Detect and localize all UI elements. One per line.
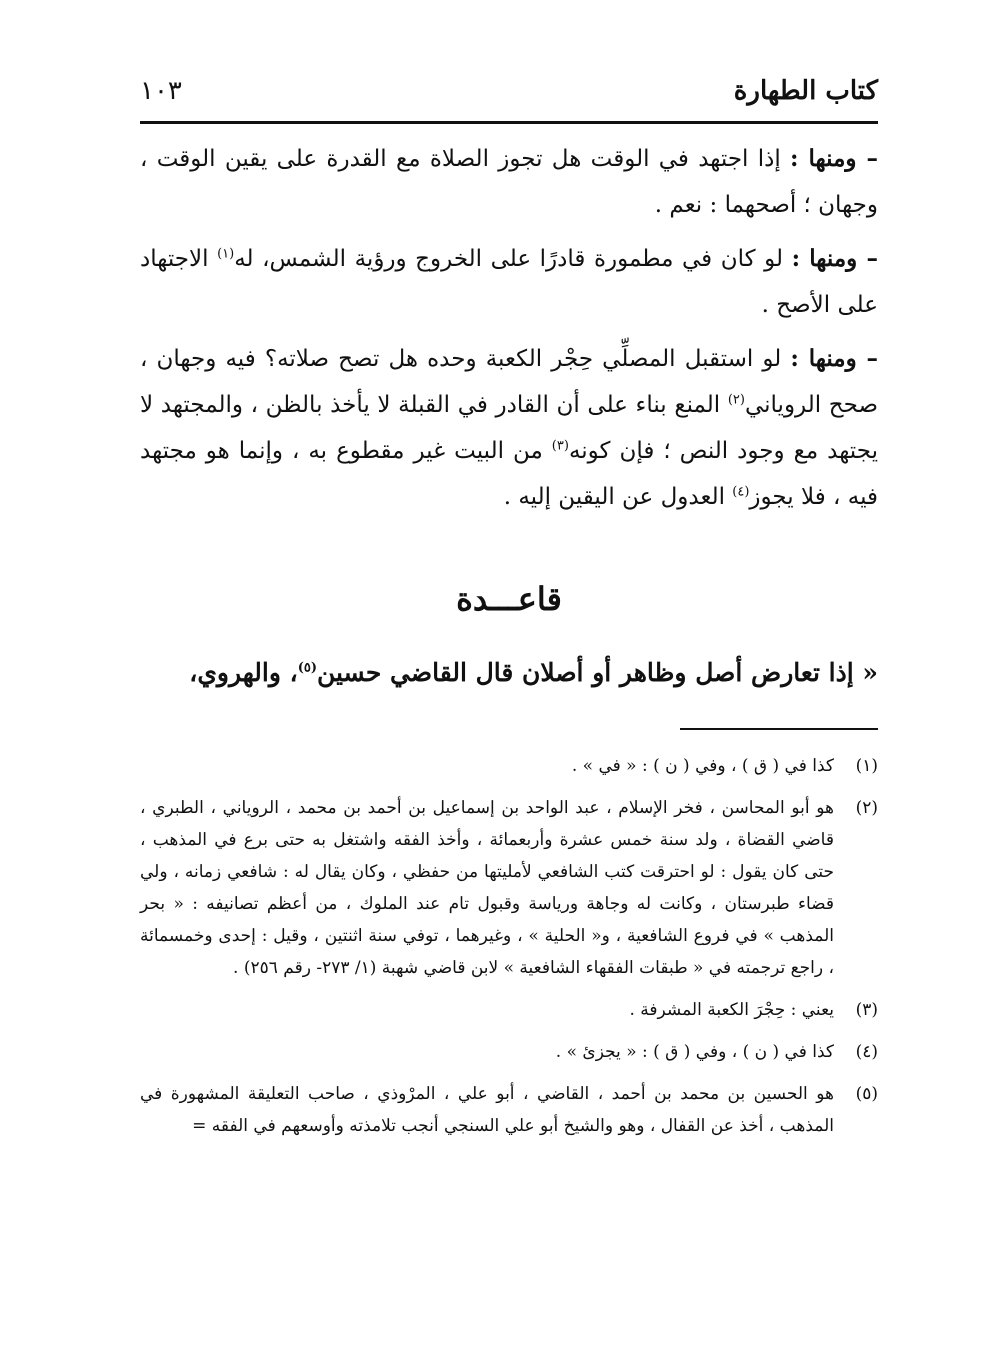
paragraph-text: لو كان في مطمورة قادرًا على الخروج ورؤية الشمس، له — [234, 246, 792, 272]
paragraph-2 — [140, 236, 878, 328]
footnote-number: (٢) — [855, 798, 878, 818]
footnote-text: هو أبو المحاسن ، فخر الإسلام ، عبد الواحد بن إسماعيل بن أحمد بن محمد ، الروياني ، الطبري ، قاضي القضاة ، ولد سنة خمس عشرة وأربعمائة ، وأخذ الفقه واشتغل به حتى برع في المذهب ، حتى كان يقول : لو احترقت كتب الشافعي لأمليتها من حفظي ، وكان يقال له : شافعي زمانه ، ولي قضاء طبرستان ، وكانت له وجاهة ورياسة وقبول تام عند الملوك ، من أعظم تصانيفه : « بحر المذهب » في فروع الشافعية ، و« الحلية » ، وغيرهما ، توفي سنة اثنتين ، وقيل : إحدى وخمسمائة ، راجع ترجمته في « طبقات الفقهاء الشافعية » لابن قاضي شهبة (١/ ٢٧٣- رقم ٢٥٦) . — [140, 798, 834, 978]
running-title: كتاب الطهارة — [733, 76, 878, 106]
page-number: ١٠٣ — [140, 76, 182, 106]
quote-text: ، والهروي، — [189, 658, 298, 687]
quoted-rule — [140, 658, 878, 687]
paragraph-lead: – ومنها : — [790, 345, 878, 372]
footnote-number: (٥) — [855, 1084, 878, 1104]
footnote — [140, 1078, 878, 1142]
paragraph-lead: – ومنها : — [791, 245, 879, 272]
footnote-ref[interactable]: (١) — [217, 246, 235, 262]
footnote-text: كذا في ( ن ) ، وفي ( ق ) : « يجزئ » . — [555, 1042, 834, 1062]
footnote-separator — [680, 728, 878, 730]
paragraph-text: المنع بناء على أن القادر في القبلة لا يأخذ بالظن ، والمجتهد لا يجتهد مع وجود النص ؛ فإن كونه — [140, 392, 878, 464]
footnote — [140, 792, 878, 984]
section-heading: قاعـــدة — [456, 580, 562, 618]
paragraph-text: العدول عن اليقين إليه . — [503, 484, 733, 510]
footnote-ref[interactable]: (٤) — [732, 484, 750, 500]
footnote-text: هو الحسين بن محمد بن أحمد ، القاضي ، أبو علي ، المرْوذي ، صاحب التعليقة المشهورة في المذهب ، أخذ عن القفال ، وهو والشيخ أبو علي السنجي أنجب تلامذته وأوسعهم في الفقه = — [140, 1084, 834, 1136]
paragraph-1 — [140, 136, 878, 228]
page-header — [140, 66, 878, 116]
paragraph-text: الاجتهاد على الأصح . — [140, 246, 878, 318]
footnote — [140, 994, 878, 1026]
footnote-ref[interactable]: (٢) — [727, 392, 745, 408]
footnote-text: يعني : حِجْرَ الكعبة المشرفة . — [629, 1000, 834, 1020]
footnote — [140, 1036, 878, 1068]
paragraph-text: لو استقبل المصلِّي حِجْر الكعبة وحده هل تصح صلاته؟ فيه وجهان ، صحح الروياني — [140, 346, 878, 418]
footnote-number: (٣) — [855, 1000, 878, 1020]
paragraph-text: من البيت غير مقطوع به ، وإنما هو مجتهد فيه ، فلا يجوز — [140, 438, 878, 510]
footnote — [140, 750, 878, 782]
main-text — [140, 136, 878, 528]
footnote-number: (٤) — [855, 1042, 878, 1062]
paragraph-text: إذا اجتهد في الوقت هل تجوز الصلاة مع القدرة على يقين الوقت ، وجهان ؛ أصحهما : نعم . — [140, 146, 878, 218]
paragraph-3 — [140, 336, 878, 520]
footnote-ref[interactable]: (٥) — [297, 660, 317, 676]
quote-text: « إذا تعارض أصل وظاهر أو أصلان قال القاضي حسين — [316, 658, 878, 687]
header-rule — [140, 121, 878, 124]
footnote-text: كذا في ( ق ) ، وفي ( ن ) : « في » . — [571, 756, 834, 776]
footnotes — [140, 750, 878, 1152]
paragraph-lead: – ومنها : — [790, 145, 878, 172]
footnote-ref[interactable]: (٣) — [551, 438, 569, 454]
footnote-number: (١) — [855, 756, 878, 776]
